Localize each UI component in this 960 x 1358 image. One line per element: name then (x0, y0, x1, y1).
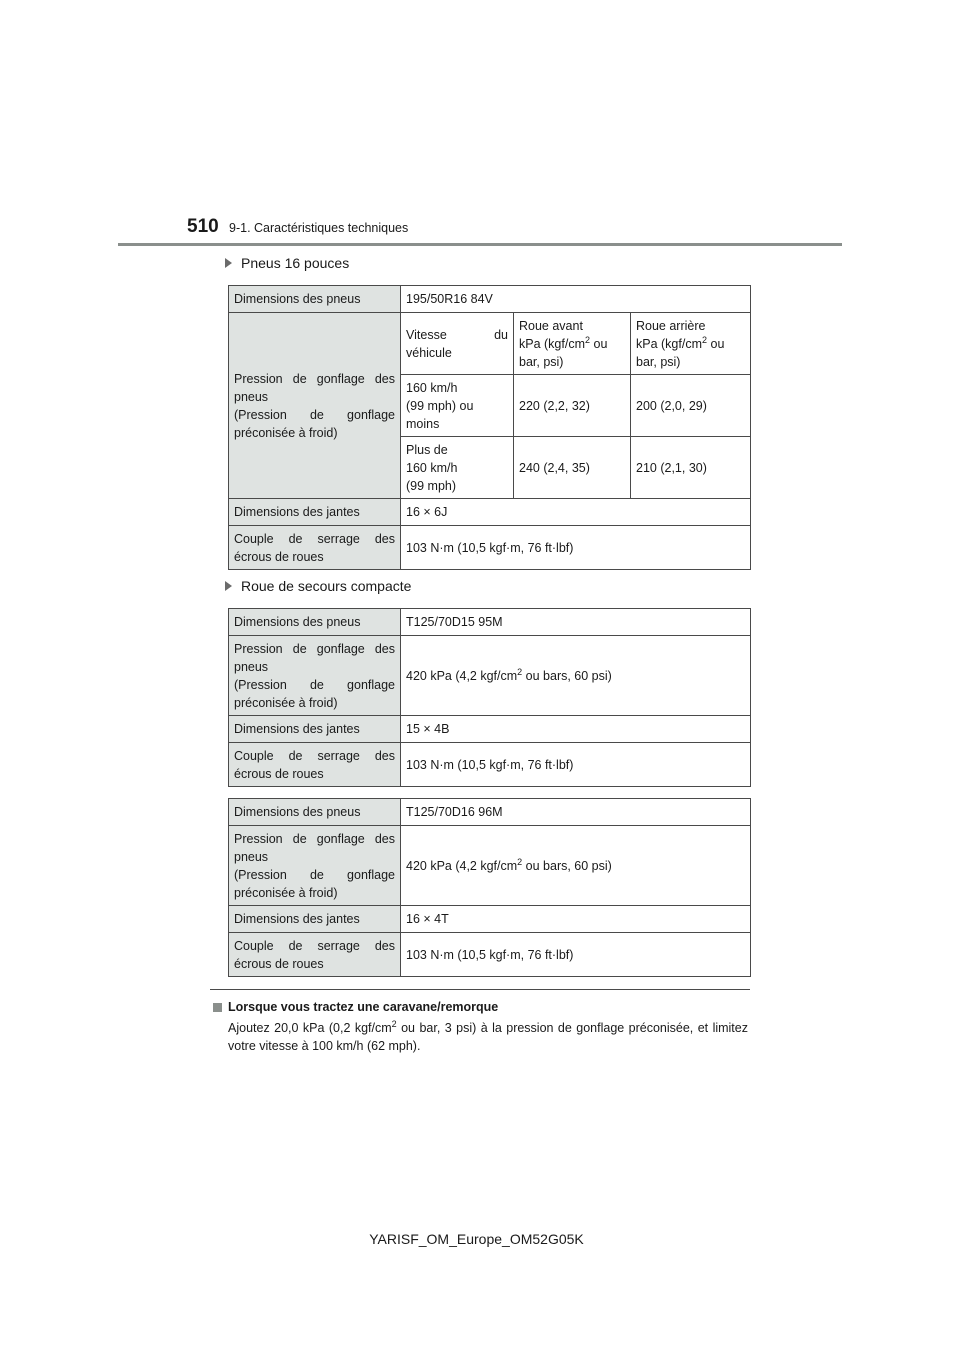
torque-label: Couple de serrage des écrous de roues (229, 933, 401, 977)
speed-cell (401, 375, 514, 437)
triangle-right-icon (225, 581, 232, 591)
table-row (229, 609, 751, 636)
column-header-line: kPa (kgf/cm (519, 336, 585, 351)
speed-line: (99 mph) ou (406, 398, 474, 413)
note-title-text: Lorsque vous tractez une caravane/remorque (228, 1000, 499, 1014)
speed-line: 160 km/h (406, 380, 458, 395)
spare-spec-table-15 (228, 608, 751, 787)
torque-label: Couple de serrage des écrous de roues (229, 743, 401, 787)
table-row (229, 716, 751, 743)
front-pressure-cell: 240 (2,4, 35) (514, 437, 631, 499)
table-row (229, 526, 751, 570)
column-header-rear (631, 313, 751, 375)
pressure-value-text: ou bars, 60 psi) (522, 668, 612, 683)
footer (0, 1231, 960, 1247)
note-body-text: ou bar, 3 psi) à la pression de gonflage préconisée, et limitez votre vitesse à 100 km/h (62 mph). (228, 1021, 748, 1053)
rim-size-label: Dimensions des jantes (229, 906, 401, 933)
front-pressure-cell: 220 (2,2, 32) (514, 375, 631, 437)
pressure-value-text: 420 kPa (4,2 kgf/cm (406, 668, 518, 683)
superscript: 2 (702, 334, 708, 345)
superscript: 2 (391, 1019, 397, 1029)
table-row (229, 799, 751, 826)
page-number: 510 (187, 216, 219, 237)
tire-size-label: Dimensions des pneus (229, 799, 401, 826)
column-header-front (514, 313, 631, 375)
torque-value: 103 N·m (10,5 kgf·m, 76 ft·lbf) (401, 526, 751, 570)
pressure-label-line: Pression de gonflage des pneus (234, 371, 395, 404)
table-row (229, 499, 751, 526)
speed-line: (99 mph) (406, 478, 457, 493)
tire16-heading (225, 255, 349, 271)
pressure-label (229, 636, 401, 716)
table-row (229, 743, 751, 787)
speed-line: moins (406, 416, 440, 431)
rear-pressure-cell: 210 (2,1, 30) (631, 437, 751, 499)
rim-size-value: 16 × 4T (401, 906, 751, 933)
pressure-label-line: (Pression de gonflage préconisée à froid) (234, 677, 395, 710)
pressure-value (401, 636, 751, 716)
pressure-value-text: ou bars, 60 psi) (522, 858, 612, 873)
pressure-value (401, 826, 751, 906)
tire16-heading-text: Pneus 16 pouces (241, 255, 350, 271)
column-header-line: ou bar, psi) (636, 336, 725, 369)
tire-size-value: T125/70D15 95M (401, 609, 751, 636)
tire-size-value: 195/50R16 84V (401, 286, 751, 313)
square-bullet-icon (213, 1003, 222, 1012)
tire-size-label: Dimensions des pneus (229, 286, 401, 313)
spare-heading-text: Roue de secours compacte (241, 578, 412, 594)
note-body (228, 1019, 748, 1055)
pressure-label (229, 313, 401, 499)
torque-value: 103 N·m (10,5 kgf·m, 76 ft·lbf) (401, 933, 751, 977)
rim-size-label: Dimensions des jantes (229, 716, 401, 743)
speed-cell (401, 437, 514, 499)
table-row (229, 826, 751, 906)
table-row (229, 313, 751, 375)
rear-pressure-cell: 200 (2,0, 29) (631, 375, 751, 437)
note-divider (210, 989, 750, 990)
pressure-value-text: 420 kPa (4,2 kgf/cm (406, 858, 518, 873)
pressure-label-line: Pression de gonflage des pneus (234, 831, 395, 864)
spare-heading (225, 578, 411, 594)
note-body-text: Ajoutez 20,0 kPa (0,2 kgf/cm (228, 1021, 392, 1035)
torque-label: Couple de serrage des écrous de roues (229, 526, 401, 570)
torque-value: 103 N·m (10,5 kgf·m, 76 ft·lbf) (401, 743, 751, 787)
column-header-speed: Vitesse du véhicule (401, 313, 514, 375)
section-title: 9-1. Caractéristiques techniques (229, 221, 409, 235)
rim-size-value: 15 × 4B (401, 716, 751, 743)
column-header-line: Roue arrière (636, 318, 706, 333)
superscript: 2 (517, 856, 523, 867)
pressure-label-line: (Pression de gonflage préconisée à froid) (234, 867, 395, 900)
note-title (213, 1000, 498, 1014)
pressure-label-line: (Pression de gonflage préconisée à froid) (234, 407, 395, 440)
superscript: 2 (585, 334, 591, 345)
tire-size-value: T125/70D16 96M (401, 799, 751, 826)
document-code: YARISF_OM_Europe_OM52G05K (369, 1231, 584, 1247)
rim-size-label: Dimensions des jantes (229, 499, 401, 526)
pressure-label (229, 826, 401, 906)
column-header-line: ou bar, psi) (519, 336, 608, 369)
tire-size-label: Dimensions des pneus (229, 609, 401, 636)
table-row (229, 286, 751, 313)
tire16-spec-table (228, 285, 751, 570)
table-row (229, 636, 751, 716)
pressure-label-line: Pression de gonflage des pneus (234, 641, 395, 674)
speed-line: Plus de (406, 442, 448, 457)
rim-size-value: 16 × 6J (401, 499, 751, 526)
spare-spec-table-16 (228, 798, 751, 977)
column-header-line: kPa (kgf/cm (636, 336, 702, 351)
speed-line: 160 km/h (406, 460, 458, 475)
table-row (229, 933, 751, 977)
column-header-line: Roue avant (519, 318, 583, 333)
superscript: 2 (517, 666, 523, 677)
header-divider (118, 243, 842, 246)
triangle-right-icon (225, 258, 232, 268)
table-row (229, 906, 751, 933)
